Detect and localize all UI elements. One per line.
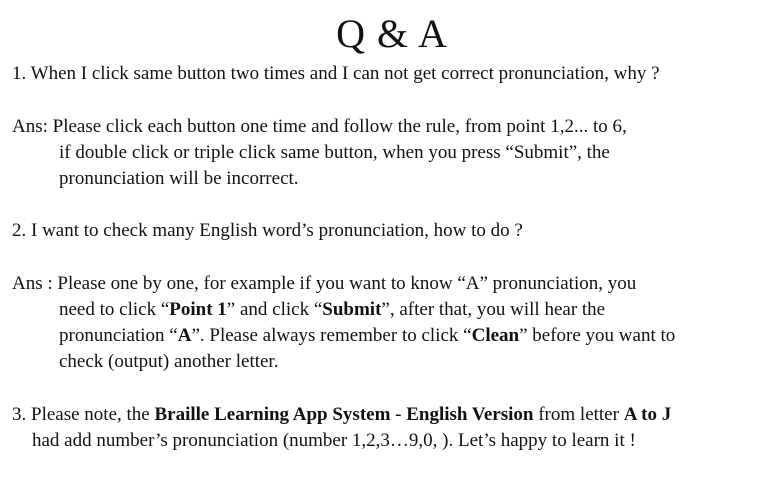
answer-2-text-b: ” and click “ (226, 299, 323, 320)
question-1: 1. When I click same button two times and I can not get correct pronunciation, why ? (12, 63, 660, 84)
question-2: 2. I want to check many English word’s pronunciation, how to do ? (12, 220, 523, 241)
note-3-text-a: 3. Please note, the (12, 404, 155, 425)
answer-2-line-1 (12, 272, 636, 296)
point-1-keyword: Point 1 (169, 299, 227, 320)
answer-2-line-1-text: Ans : Please one by one, for example if you want to know “A” pronunciation, you (12, 273, 637, 294)
letter-range-keyword: A to J (623, 404, 672, 425)
note-3-line-2: had add number’s pronunciation (number 1,2,3…9,0, ). Let’s happy to learn it ! (32, 430, 636, 451)
answer-2-text-d: pronunciation “ (59, 325, 178, 346)
answer-2-line-4: check (output) another letter. (59, 351, 279, 372)
letter-a-keyword: A (177, 325, 192, 346)
answer-1-line-2: if double click or triple click same button, when you press “Submit”, the (59, 142, 610, 163)
submit-keyword: Submit (322, 299, 382, 320)
app-name-keyword: Braille Learning App System (154, 404, 391, 425)
note-3-text-c: from letter (533, 404, 624, 425)
answer-2-text-f: ” before you want to (519, 325, 676, 346)
note-3-text-b: - (390, 404, 407, 425)
answer-2-text-c: ”, after that, you will hear the (381, 299, 606, 320)
page-title: Q & A (336, 11, 448, 56)
answer-2-line-3 (59, 324, 675, 348)
answer-1-line-1: Ans: Please click each button one time and follow the rule, from point 1,2... to 6, (12, 116, 627, 137)
clean-keyword: Clean (471, 325, 520, 346)
note-3-line-1 (12, 403, 671, 427)
answer-1-line-3: pronunciation will be incorrect. (59, 168, 299, 189)
answer-2-line-2 (59, 298, 605, 322)
answer-2-text-a: need to click “ (59, 299, 170, 320)
answer-2-text-e: ”. Please always remember to click “ (191, 325, 472, 346)
version-keyword: English Version (406, 404, 534, 425)
